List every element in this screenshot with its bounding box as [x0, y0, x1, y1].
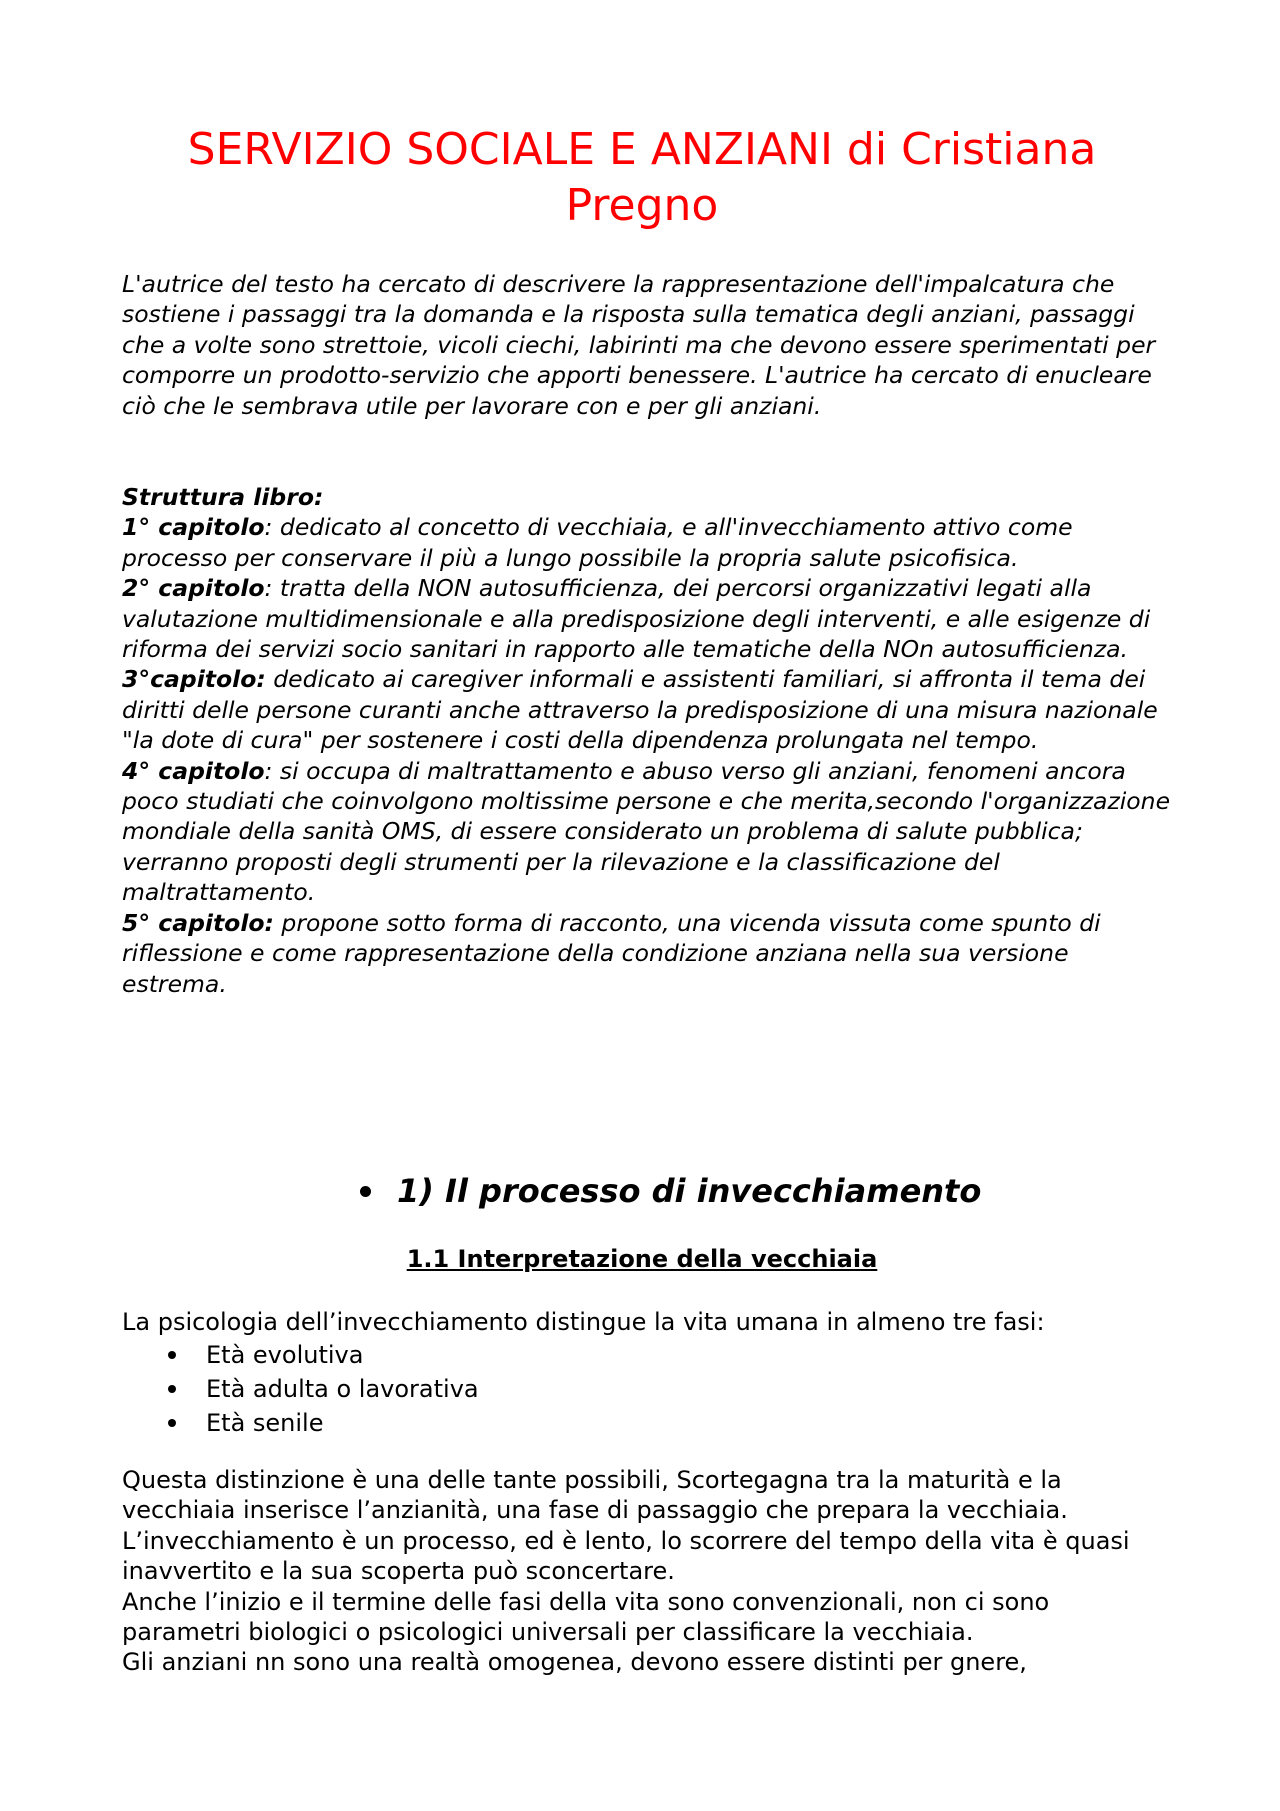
list-item-label: Età adulta o lavorativa [206, 1375, 479, 1403]
phases-list [168, 1338, 479, 1440]
chapter-text: : tratta della NON autosufficienza, dei percorsi organizzativi legati alla valutazione multidimensionale e alla predisposizione degli interventi, e alle esigenze di riforma dei servizi socio sanitari in rapporto alle tematiche della NOn autosufficienza. [122, 574, 1151, 664]
paragraph-line: Anche l’inizio e il termine delle fasi della vita sono convenzionali, non ci sono parametri biologici o psicologici universali per classificare la vecchiaia. [122, 1587, 1050, 1647]
chapter-item [122, 664, 1172, 755]
lead-sentence: La psicologia dell’invecchiamento distingue la vita umana in almeno tre fasi: [122, 1308, 1045, 1336]
chapter-item [122, 908, 1172, 999]
chapter-label: 4° capitolo [122, 756, 265, 785]
bullet-icon [168, 1351, 176, 1359]
bullet-icon [168, 1385, 176, 1393]
chapter-text: : dedicato al concetto di vecchiaia, e all'invecchiamento attivo come processo per conservare il più a lungo possibile la propria salute psicofisica. [122, 513, 1073, 572]
bullet-icon [168, 1419, 176, 1427]
chapter-text: propone sotto forma di racconto, una vicenda vissuta come spunto di riflessione e come rappresentazione della condizione anziana nella sua versione estrema. [122, 908, 1101, 998]
chapter-text: dedicato ai caregiver informali e assistenti familiari, si affronta il tema dei diritti delle persone curanti anche attraverso la predisposizione di una misura nazionale "la dote di cura" per sostenere i costi della dipendenza prolungata nel tempo. [122, 665, 1158, 755]
chapter-item [122, 512, 1172, 573]
list-item [168, 1338, 479, 1372]
list-item-label: Età evolutiva [206, 1341, 364, 1369]
chapter-label: 2° capitolo [122, 574, 265, 603]
body-paragraph [122, 1465, 1172, 1678]
section-title: 1) Il processo di invecchiamento [397, 1172, 982, 1210]
chapter-text: : si occupa di maltrattamento e abuso verso gli anziani, fenomeni ancora poco studiati che coinvolgono moltissime persone e che merita,secondo l'organizzazione mondiale della sanità OMS, di essere considerato un problema di salute pubblica; verranno proposti degli strumenti per la rilevazione e la classificazione del maltrattamento. [122, 756, 1171, 907]
chapter-label: 5° capitolo: [122, 908, 274, 937]
section-heading [360, 1171, 981, 1211]
chapter-item [122, 756, 1172, 908]
chapter-label: 3°capitolo: [122, 665, 266, 694]
book-structure [122, 482, 1172, 999]
list-item [168, 1372, 479, 1406]
paragraph-line: Questa distinzione è una delle tante possibili, Scortegagna tra la maturità e la vecchiaia inserisce l’anzianità, una fase di passaggio che prepara la vecchiaia. L’invecchiamento è un processo, ed è lento, lo scorrere del tempo della vita è quasi inavvertito e la sua scoperta può sconcertare. [122, 1466, 1130, 1586]
document-title: SERVIZIO SOCIALE E ANZIANI di Cristiana Pregno [187, 124, 1097, 231]
bullet-icon [360, 1186, 371, 1197]
chapter-label: 1° capitolo [122, 513, 265, 542]
subsection-heading: 1.1 Interpretazione della vecchiaia [406, 1245, 878, 1273]
structure-heading: Struttura libro: [122, 483, 324, 511]
paragraph-line: Gli anziani nn sono una realtà omogenea, devono essere distinti per gnere, [122, 1648, 1027, 1677]
intro-paragraph: L'autrice del testo ha cercato di descrivere la rappresentazione dell'impalcatura che sostiene i passaggi tra la domanda e la risposta sulla tematica degli anziani, passaggi che a volte sono strettoie, vicoli ciechi, labirinti ma che devono essere sperimentati per comporre un prodotto-servizio che apporti benessere. L'autrice ha cercato di enucleare ciò che le sembrava utile per lavorare con e per gli anziani. [122, 270, 1156, 420]
chapter-item [122, 573, 1172, 664]
list-item-label: Età senile [206, 1409, 324, 1437]
list-item [168, 1406, 479, 1440]
